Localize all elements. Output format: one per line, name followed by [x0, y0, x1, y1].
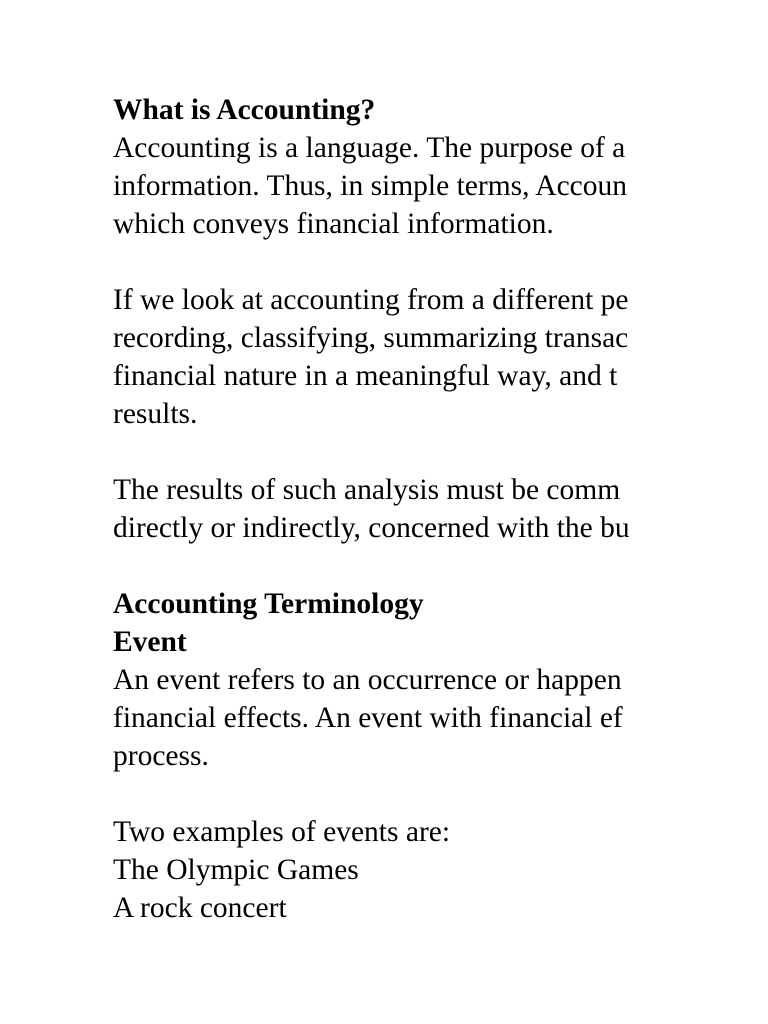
paragraph-line: directly or indirectly, concerned with the bu [113, 512, 630, 544]
section-heading-what-is-accounting: What is Accounting? [113, 94, 376, 126]
paragraph-spacer [113, 547, 678, 585]
paragraph-line: which conveys financial information. [113, 208, 554, 240]
paragraph-line: If we look at accounting from a different pe [113, 284, 629, 316]
paragraph-line: An event refers to an occurrence or happen [113, 664, 622, 696]
paragraph-spacer [113, 243, 678, 281]
paragraph-line: financial effects. An event with financial ef [113, 702, 623, 734]
paragraph-line: financial nature in a meaningful way, and t [113, 360, 618, 392]
paragraph-line: Two examples of events are: [113, 816, 451, 848]
paragraph-line: process. [113, 740, 209, 772]
paragraph-line: The results of such analysis must be comm [113, 474, 621, 506]
paragraph-line: Accounting is a language. The purpose of a [113, 132, 626, 164]
paragraph-spacer [113, 433, 678, 471]
paragraph-line: recording, classifying, summarizing transac [113, 322, 629, 354]
paragraph-line: results. [113, 398, 198, 430]
paragraph-spacer [113, 775, 678, 813]
document-text-column [113, 91, 678, 924]
section-heading-accounting-terminology: Accounting Terminology [113, 588, 424, 620]
list-item: A rock concert [113, 892, 287, 924]
subsection-heading-event: Event [113, 626, 187, 658]
list-item: The Olympic Games [113, 854, 359, 886]
paragraph-line: information. Thus, in simple terms, Accoun [113, 170, 628, 202]
